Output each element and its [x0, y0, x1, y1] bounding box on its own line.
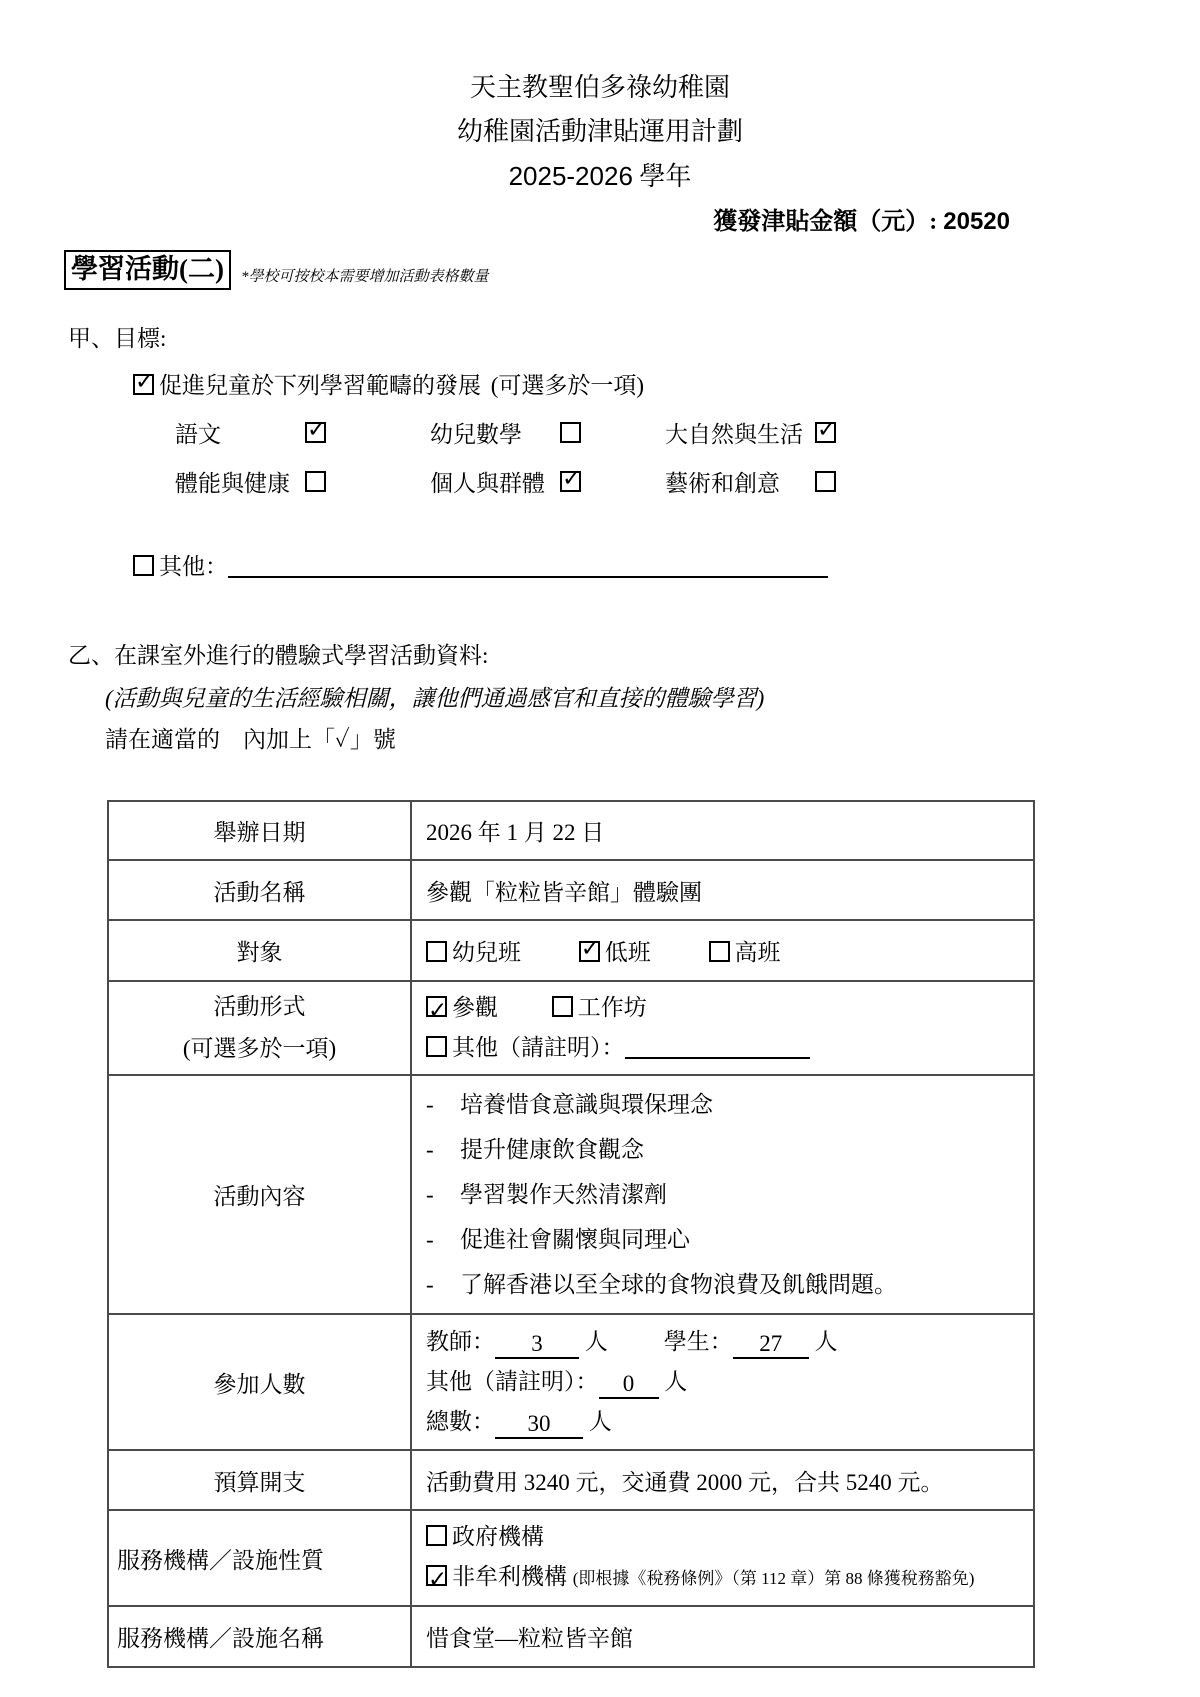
table-row-org-type: [108, 1510, 1034, 1606]
domain-checkbox[interactable]: [560, 471, 581, 492]
domain-checkbox[interactable]: [815, 422, 836, 443]
budget-label: 預算開支: [108, 1450, 411, 1510]
table-row-participants: [108, 1314, 1034, 1450]
date-label: 舉辦日期: [108, 801, 411, 860]
domain-label: 藝術和創意: [665, 471, 780, 496]
goal-other-blank[interactable]: [228, 554, 828, 578]
content-item: - 提升健康飲食觀念: [426, 1137, 644, 1162]
format-other-label: 其他（請註明）：: [452, 1035, 625, 1060]
student-count[interactable]: 27: [733, 1331, 809, 1359]
format-sublabel: (可選多於一項): [182, 1036, 337, 1061]
activity-form-table: [107, 800, 1035, 1668]
table-row-org-name: [108, 1606, 1034, 1667]
goal-suffix: (可選多於一項): [490, 373, 645, 398]
target-option: ✓ 低班: [579, 940, 651, 965]
content-list: [411, 1075, 1034, 1314]
domain-checkbox[interactable]: [815, 471, 836, 492]
format-option-visit: ✓參觀: [426, 995, 498, 1020]
school-year-range: 2025-2026: [508, 161, 633, 191]
teacher-label: 教師：: [426, 1329, 495, 1354]
target-checkbox-nursery[interactable]: [426, 941, 447, 962]
activity-name-label: 活動名稱: [108, 860, 411, 920]
org-type-checkbox-government[interactable]: [426, 1525, 447, 1546]
section-b-instruction: 請在適當的 內加上「✓」號: [105, 727, 396, 752]
section-a-heading: 甲、目標:: [68, 326, 167, 351]
format-checkbox-workshop[interactable]: [552, 996, 573, 1017]
goal-other-line: [133, 548, 1200, 581]
target-option: 幼兒班: [426, 940, 521, 965]
section-b-note: (活動與兒童的生活經驗相關，讓他們通過感官和直接的體驗學習): [105, 686, 765, 711]
org-type-label: 服務機構／設施性質: [108, 1510, 411, 1606]
participants-other-label: 其他（請註明）：: [426, 1369, 599, 1394]
domain-checkbox[interactable]: [560, 422, 581, 443]
format-option-workshop: 工作坊: [552, 995, 647, 1020]
domain-item-math: [430, 416, 665, 449]
domain-item-physical: [175, 465, 430, 498]
domain-label: 體能與健康: [175, 471, 290, 496]
total-label: 總數：: [426, 1409, 495, 1434]
domain-item-personal: [430, 465, 665, 498]
section-b-heading: 乙、在課室外進行的體驗式學習活動資料:: [68, 643, 489, 668]
plan-title: 幼稚園活動津貼運用計劃: [456, 117, 743, 146]
section-badge-row: [64, 250, 1200, 290]
format-option-line: [426, 988, 1023, 1028]
org-type-options: [411, 1510, 1034, 1606]
table-row-budget: [108, 1450, 1034, 1510]
org-type-npo-note: (即根據《稅務條例》（第 112 章）第 88 條獲稅務豁免): [572, 1569, 975, 1588]
participants-values: [411, 1314, 1034, 1450]
table-row-name: [108, 860, 1034, 920]
org-name-label: 服務機構／設施名稱: [108, 1606, 411, 1667]
student-label: 學生：: [663, 1329, 733, 1354]
subsidy-amount: 20520: [943, 208, 1010, 235]
target-options: [411, 920, 1034, 981]
domain-checkbox[interactable]: [305, 471, 326, 492]
total-count[interactable]: 30: [495, 1411, 583, 1439]
format-other-blank[interactable]: [625, 1035, 810, 1059]
table-row-content: [108, 1075, 1034, 1314]
target-option: 高班: [709, 940, 781, 965]
section-badge-note: *學校可按校本需要增加活動表格數量: [240, 269, 489, 285]
participants-label: 參加人數: [108, 1314, 411, 1450]
domain-item-art: [665, 465, 945, 498]
teacher-count[interactable]: 3: [495, 1331, 579, 1359]
table-row-target: [108, 920, 1034, 981]
learning-domains-grid: [175, 416, 1200, 498]
goal-line: [133, 367, 1200, 400]
org-name-value: 惜食堂—粒粒皆辛館: [411, 1606, 1034, 1667]
domain-item-language: [175, 416, 430, 449]
table-row-format: [108, 981, 1034, 1075]
budget-value: 活動費用 3240 元，交通費 2000 元，合共 5240 元。: [411, 1450, 1034, 1510]
domain-label: 大自然與生活: [665, 422, 803, 447]
goal-label: 促進兒童於下列學習範疇的發展: [159, 373, 481, 398]
format-label-cell: [108, 981, 411, 1075]
domain-label: 語文: [175, 422, 221, 447]
format-checkbox-visit[interactable]: [426, 996, 447, 1017]
target-checkbox-upper[interactable]: [709, 941, 730, 962]
subsidy-label: 獲發津貼金額（元）:: [713, 209, 944, 235]
format-other-line: [426, 1028, 1023, 1068]
table-row-date: [108, 801, 1034, 860]
document-header: [0, 0, 1200, 199]
format-checkbox-other[interactable]: [426, 1036, 447, 1057]
content-item: - 了解香港以至全球的食物浪費及飢餓問題。: [426, 1272, 897, 1297]
content-item: - 培養惜食意識與環保理念: [426, 1092, 713, 1117]
target-label: 對象: [108, 920, 411, 981]
goal-checkbox[interactable]: [133, 374, 154, 395]
target-checkbox-lower[interactable]: [579, 941, 600, 962]
school-year-suffix: 學年: [639, 162, 692, 191]
domain-label: 個人與群體: [430, 471, 545, 496]
participants-line-2: 其他（請註明）： 0 人: [426, 1362, 1023, 1402]
org-type-checkbox-nonprofit[interactable]: [426, 1565, 447, 1586]
school-year: [0, 154, 1200, 199]
section-badge: 學習活動(二): [64, 250, 231, 290]
participants-line-1: 教師： 3 人 學生： 27 人: [426, 1322, 1023, 1362]
org-type-gov-line: 政府機構: [426, 1517, 1023, 1557]
content-item: - 學習製作天然清潔劑: [426, 1182, 667, 1207]
domain-label: 幼兒數學: [430, 422, 522, 447]
format-label: 活動形式: [213, 994, 306, 1019]
org-type-npo-line: ✓非牟利機構 (即根據《稅務條例》（第 112 章）第 88 條獲稅務豁免): [426, 1557, 1023, 1599]
subsidy-line: [0, 201, 1200, 236]
domain-item-nature: [665, 416, 945, 449]
participants-line-3: 總數： 30 人: [426, 1402, 1023, 1442]
format-options: [411, 981, 1034, 1075]
participants-other-count[interactable]: 0: [599, 1371, 659, 1399]
goal-other-checkbox[interactable]: [133, 555, 154, 576]
goal-other-label: 其他：: [159, 554, 228, 579]
content-item: - 促進社會關懷與同理心: [426, 1227, 690, 1252]
activity-name-value: 參觀「粒粒皆辛館」體驗團: [411, 860, 1034, 920]
domain-checkbox[interactable]: [305, 422, 326, 443]
content-label: 活動內容: [108, 1075, 411, 1314]
school-name: 天主教聖伯多祿幼稚園: [469, 73, 730, 102]
date-value: 2026 年 1 月 22 日: [411, 801, 1034, 860]
